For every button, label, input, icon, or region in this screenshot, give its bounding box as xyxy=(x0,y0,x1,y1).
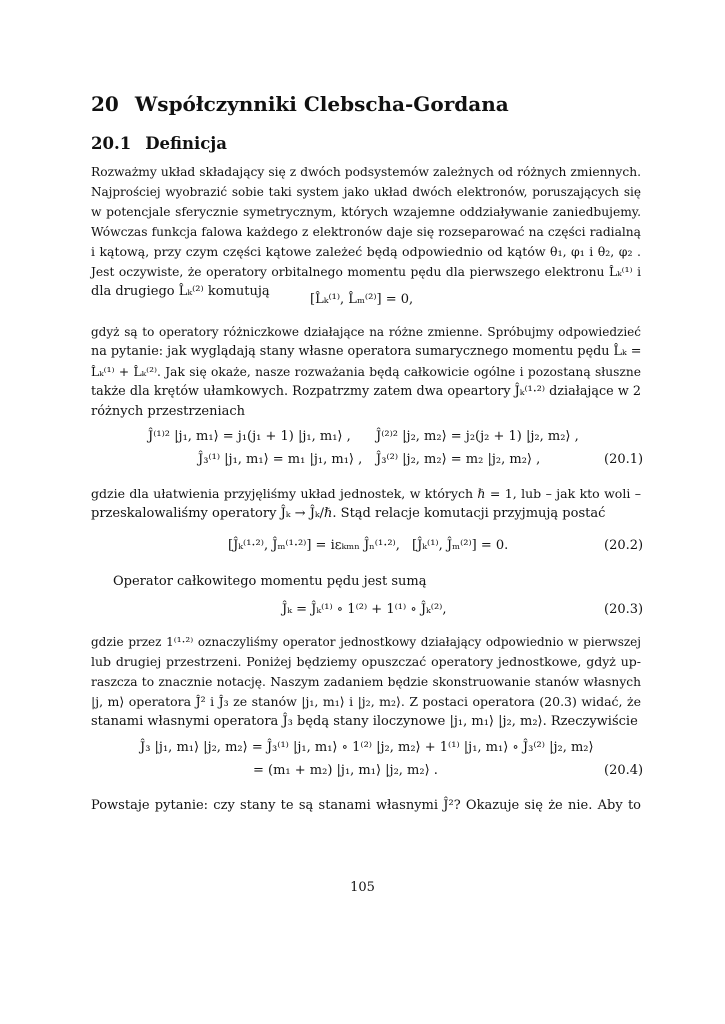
equation-20-2-part1: [Ĵₖ⁽¹·²⁾, Ĵₘ⁽¹·²⁾] = iεₖₘₙ Ĵₙ⁽¹·²⁾, xyxy=(228,538,400,553)
text-line: gdzie dla ułatwienia przyjęliśmy układ jednostek, w których ℏ = 1, lub – jak kto woli – xyxy=(91,486,641,501)
subsection-title: Definicja xyxy=(145,134,227,153)
text-line: w potencjale sferycznie symetrycznym, których wzajemne oddziaływanie zaniedbujemy. xyxy=(91,205,641,219)
text-line: różnych przestrzeniach xyxy=(91,404,246,419)
text-line: gdyż są to operatory różniczkowe działające na różne zmienne. Spróbujmy odpowiedzieć xyxy=(91,325,641,339)
text-line: L̂ₖ⁽¹⁾ + L̂ₖ⁽²⁾. Jak się okaże, nasze rozważania będą całkowicie ogólne i pozostaną słuszne xyxy=(91,365,641,379)
equation-number-20-4: (20.4) xyxy=(604,763,644,778)
subsection-heading xyxy=(91,134,227,153)
equation-20-1-line2b: Ĵ₃⁽²⁾ |j₂, m₂⟩ = m₂ |j₂, m₂⟩ , xyxy=(376,452,541,467)
equation-20-2-part2: [Ĵₖ⁽¹⁾, Ĵₘ⁽²⁾] = 0. xyxy=(412,538,509,553)
text-line: Rozważmy układ składający się z dwóch podsystemów zależnych od różnych zmiennych. xyxy=(91,165,641,179)
equation-20-1-line2a: Ĵ₃⁽¹⁾ |j₁, m₁⟩ = m₁ |j₁, m₁⟩ , xyxy=(198,452,363,467)
paragraph-1 xyxy=(91,162,641,302)
text-line: Powstaje pytanie: czy stany te są stanami własnymi Ĵ²? Okazuje się że nie. Aby to xyxy=(91,798,641,813)
text-line: Wówczas funkcja falowa każdego z elektronów daje się rozseparować na części radialną xyxy=(91,225,641,239)
equation-20-3: Ĵₖ = Ĵₖ⁽¹⁾ ∘ 1⁽²⁾ + 1⁽¹⁾ ∘ Ĵₖ⁽²⁾, xyxy=(282,602,447,617)
paragraph-5 xyxy=(91,632,641,732)
paragraph-2 xyxy=(91,322,641,422)
text-line: dla drugiego L̂ₖ⁽²⁾ komutują xyxy=(91,284,270,299)
text-line: na pytanie: jak wyglądają stany własne operatora sumarycznego momentu pędu L̂ₖ = xyxy=(91,344,642,359)
equation-number-20-2: (20.2) xyxy=(604,538,644,553)
text-line: także dla krętów ułamkowych. Rozpatrzmy zatem dwa opeartory Ĵₖ⁽¹·²⁾ działające w 2 xyxy=(91,384,641,399)
equation-20-4-line1: Ĵ₃ |j₁, m₁⟩ |j₂, m₂⟩ = Ĵ₃⁽¹⁾ |j₁, m₁⟩ ∘ 1⁽²⁾ |j₂, m₂⟩ + 1⁽¹⁾ |j₁, m₁⟩ ∘ Ĵ₃⁽²⁾ |j₂, m₂⟩ xyxy=(140,740,594,755)
text-line: Operator całkowitego momentu pędu jest sumą xyxy=(113,574,427,589)
text-line: gdzie przez 1⁽¹·²⁾ oznaczyliśmy operator jednostkowy działający odpowiednio w pierwszej xyxy=(91,635,641,649)
subsection-number: 20.1 xyxy=(91,134,132,153)
paragraph-3 xyxy=(91,484,641,524)
paragraph-6 xyxy=(91,796,641,816)
text-line: stanami własnymi operatora Ĵ₃ będą stany iloczynowe |j₁, m₁⟩ |j₂, m₂⟩. Rzeczywiście xyxy=(91,714,638,729)
text-line: przeskalowaliśmy operatory Ĵₖ → Ĵₖ/ℏ. Stąd relacje komutacji przyjmują postać xyxy=(91,506,606,521)
paragraph-4 xyxy=(91,572,641,592)
text-line: Najprościej wyobrazić sobie taki system jako układ dwóch elektronów, poruszających się xyxy=(91,185,641,199)
text-line: lub drugiej przestrzeni. Poniżej będziemy opuszczać operatory jednostkowe, gdyż up- xyxy=(91,654,641,669)
section-number: 20 xyxy=(91,92,119,116)
equation-20-4-line2: = (m₁ + m₂) |j₁, m₁⟩ |j₂, m₂⟩ . xyxy=(253,763,438,778)
equation-number-20-3: (20.3) xyxy=(604,602,644,617)
text-line: Jest oczywiste, że operatory orbitalnego momentu pędu dla pierwszego elektronu L̂ₖ⁽¹⁾ i xyxy=(91,265,641,279)
text-line: |j, m⟩ operatora Ĵ² i Ĵ₃ ze stanów |j₁, m₁⟩ i |j₂, m₂⟩. Z postaci operatora (20.3) widać, że xyxy=(91,694,641,709)
equation-20-1-line1b: Ĵ⁽²⁾² |j₂, m₂⟩ = j₂(j₂ + 1) |j₂, m₂⟩ , xyxy=(376,429,579,444)
equation-20-1-line1a: Ĵ⁽¹⁾² |j₁, m₁⟩ = j₁(j₁ + 1) |j₁, m₁⟩ , xyxy=(148,429,351,444)
text-line: i kątową, przy czym części kątowe zależeć będą odpowiednio od kątów θ₁, φ₁ i θ₂, φ₂ . xyxy=(91,244,641,259)
equation-number-20-1: (20.1) xyxy=(604,452,644,467)
text-line: raszcza to znacznie notację. Naszym zadaniem będzie skonstruowanie stanów własnych xyxy=(91,675,641,689)
section-heading xyxy=(91,92,509,116)
section-title: Współczynniki Clebscha-Gordana xyxy=(134,92,509,116)
equation-commutator: [L̂ₖ⁽¹⁾, L̂ₘ⁽²⁾] = 0, xyxy=(310,292,414,307)
page-number: 105 xyxy=(350,880,375,895)
